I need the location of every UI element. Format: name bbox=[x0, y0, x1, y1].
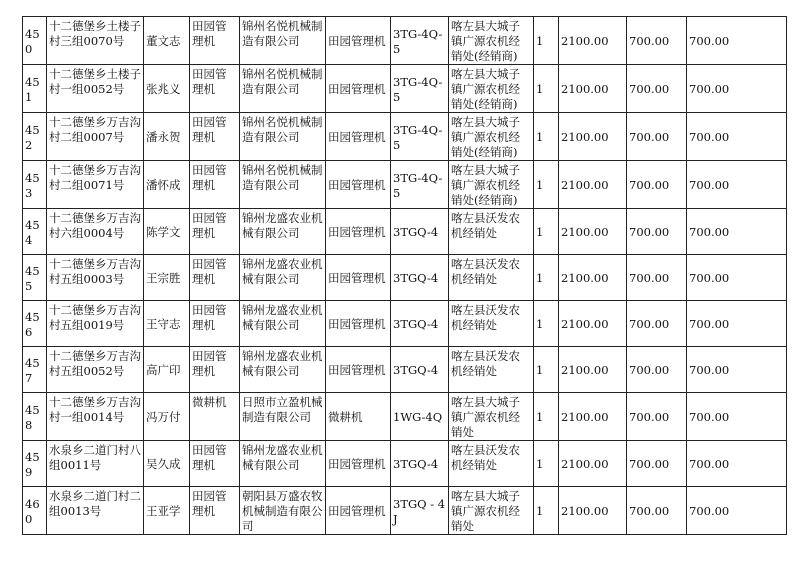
cell-quantity: 1 bbox=[534, 441, 559, 487]
cell-subsidy-a: 700.00 bbox=[627, 441, 687, 487]
cell-buyer-name: 王宗胜 bbox=[144, 255, 190, 301]
cell-location: 十二德堡乡万吉沟村六组0004号 bbox=[47, 209, 144, 255]
cell-price: 2100.00 bbox=[559, 113, 627, 161]
cell-quantity: 1 bbox=[534, 347, 559, 393]
table-row bbox=[23, 347, 787, 393]
table-row bbox=[23, 487, 787, 535]
cell-location: 十二德堡乡万吉沟村五组0003号 bbox=[47, 255, 144, 301]
cell-model: 3TG-4Q-5 bbox=[391, 65, 449, 113]
cell-dealer: 喀左县大城子镇广源农机经销处 bbox=[449, 487, 534, 535]
cell-subsidy-b: 700.00 bbox=[687, 17, 787, 65]
cell-subsidy-a: 700.00 bbox=[627, 17, 687, 65]
table-row bbox=[23, 301, 787, 347]
table-row bbox=[23, 17, 787, 65]
cell-manufacturer: 锦州名悦机械制造有限公司 bbox=[240, 65, 326, 113]
cell-quantity: 1 bbox=[534, 113, 559, 161]
cell-manufacturer: 日照市立盈机械制造有限公司 bbox=[240, 393, 326, 441]
cell-subsidy-b: 700.00 bbox=[687, 255, 787, 301]
cell-manufacturer: 朝阳县万盛农牧机械制造有限公司 bbox=[240, 487, 326, 535]
cell-dealer: 喀左县沃发农机经销处 bbox=[449, 209, 534, 255]
subsidy-table bbox=[22, 16, 787, 535]
cell-model: 3TGQ-4 bbox=[391, 441, 449, 487]
cell-model: 3TGQ-4 bbox=[391, 347, 449, 393]
cell-subsidy-b: 700.00 bbox=[687, 347, 787, 393]
cell-dealer: 喀左县沃发农机经销处 bbox=[449, 441, 534, 487]
cell-buyer-name: 潘怀成 bbox=[144, 161, 190, 209]
cell-location: 十二德堡乡万吉沟村二组0071号 bbox=[47, 161, 144, 209]
cell-category: 田园管理机 bbox=[190, 17, 240, 65]
table-row bbox=[23, 255, 787, 301]
cell-row-number: 455 bbox=[23, 255, 47, 301]
table-row bbox=[23, 209, 787, 255]
cell-subsidy-b: 700.00 bbox=[687, 441, 787, 487]
cell-row-number: 454 bbox=[23, 209, 47, 255]
cell-price: 2100.00 bbox=[559, 209, 627, 255]
cell-row-number: 453 bbox=[23, 161, 47, 209]
cell-quantity: 1 bbox=[534, 487, 559, 535]
cell-machine-item: 田园管理机 bbox=[326, 441, 391, 487]
cell-manufacturer: 锦州龙盛农业机械有限公司 bbox=[240, 441, 326, 487]
cell-machine-item: 田园管理机 bbox=[326, 113, 391, 161]
cell-manufacturer: 锦州龙盛农业机械有限公司 bbox=[240, 301, 326, 347]
table-body bbox=[23, 17, 787, 535]
cell-subsidy-a: 700.00 bbox=[627, 347, 687, 393]
cell-subsidy-b: 700.00 bbox=[687, 161, 787, 209]
cell-buyer-name: 张兆义 bbox=[144, 65, 190, 113]
cell-category: 微耕机 bbox=[190, 393, 240, 441]
cell-model: 3TGQ - 4J bbox=[391, 487, 449, 535]
cell-machine-item: 田园管理机 bbox=[326, 161, 391, 209]
table-row bbox=[23, 161, 787, 209]
cell-row-number: 456 bbox=[23, 301, 47, 347]
cell-dealer: 喀左县大城子镇广源农机经销处(经销商) bbox=[449, 17, 534, 65]
cell-dealer: 喀左县大城子镇广源农机经销处(经销商) bbox=[449, 113, 534, 161]
cell-quantity: 1 bbox=[534, 65, 559, 113]
cell-price: 2100.00 bbox=[559, 17, 627, 65]
cell-machine-item: 田园管理机 bbox=[326, 209, 391, 255]
cell-model: 3TG-4Q-5 bbox=[391, 17, 449, 65]
cell-category: 田园管理机 bbox=[190, 441, 240, 487]
cell-quantity: 1 bbox=[534, 17, 559, 65]
cell-machine-item: 田园管理机 bbox=[326, 65, 391, 113]
cell-row-number: 459 bbox=[23, 441, 47, 487]
cell-buyer-name: 王守志 bbox=[144, 301, 190, 347]
cell-price: 2100.00 bbox=[559, 65, 627, 113]
cell-buyer-name: 潘永贺 bbox=[144, 113, 190, 161]
cell-row-number: 452 bbox=[23, 113, 47, 161]
cell-manufacturer: 锦州名悦机械制造有限公司 bbox=[240, 17, 326, 65]
cell-location: 水泉乡二道门村八组0011号 bbox=[47, 441, 144, 487]
cell-subsidy-a: 700.00 bbox=[627, 301, 687, 347]
cell-subsidy-a: 700.00 bbox=[627, 487, 687, 535]
cell-model: 3TGQ-4 bbox=[391, 209, 449, 255]
cell-category: 田园管理机 bbox=[190, 161, 240, 209]
table-row bbox=[23, 441, 787, 487]
cell-subsidy-a: 700.00 bbox=[627, 393, 687, 441]
cell-dealer: 喀左县沃发农机经销处 bbox=[449, 255, 534, 301]
cell-buyer-name: 王亚学 bbox=[144, 487, 190, 535]
cell-quantity: 1 bbox=[534, 209, 559, 255]
cell-location: 十二德堡乡万吉沟村一组0014号 bbox=[47, 393, 144, 441]
cell-subsidy-a: 700.00 bbox=[627, 113, 687, 161]
cell-price: 2100.00 bbox=[559, 301, 627, 347]
cell-dealer: 喀左县沃发农机经销处 bbox=[449, 301, 534, 347]
cell-category: 田园管理机 bbox=[190, 65, 240, 113]
cell-buyer-name: 陈学文 bbox=[144, 209, 190, 255]
cell-row-number: 458 bbox=[23, 393, 47, 441]
cell-dealer: 喀左县沃发农机经销处 bbox=[449, 347, 534, 393]
cell-machine-item: 田园管理机 bbox=[326, 347, 391, 393]
cell-subsidy-b: 700.00 bbox=[687, 209, 787, 255]
cell-model: 3TG-4Q-5 bbox=[391, 113, 449, 161]
cell-price: 2100.00 bbox=[559, 255, 627, 301]
cell-location: 水泉乡二道门村二组0013号 bbox=[47, 487, 144, 535]
cell-category: 田园管理机 bbox=[190, 301, 240, 347]
cell-location: 十二德堡乡土楼子村一组0052号 bbox=[47, 65, 144, 113]
cell-subsidy-b: 700.00 bbox=[687, 393, 787, 441]
cell-subsidy-a: 700.00 bbox=[627, 209, 687, 255]
cell-subsidy-a: 700.00 bbox=[627, 65, 687, 113]
cell-buyer-name: 冯万付 bbox=[144, 393, 190, 441]
cell-machine-item: 微耕机 bbox=[326, 393, 391, 441]
cell-manufacturer: 锦州龙盛农业机械有限公司 bbox=[240, 255, 326, 301]
cell-row-number: 451 bbox=[23, 65, 47, 113]
cell-price: 2100.00 bbox=[559, 487, 627, 535]
cell-row-number: 460 bbox=[23, 487, 47, 535]
cell-manufacturer: 锦州龙盛农业机械有限公司 bbox=[240, 347, 326, 393]
cell-model: 3TGQ-4 bbox=[391, 255, 449, 301]
cell-price: 2100.00 bbox=[559, 393, 627, 441]
cell-model: 1WG-4Q bbox=[391, 393, 449, 441]
cell-manufacturer: 锦州龙盛农业机械有限公司 bbox=[240, 209, 326, 255]
cell-model: 3TG-4Q-5 bbox=[391, 161, 449, 209]
cell-price: 2100.00 bbox=[559, 161, 627, 209]
cell-row-number: 450 bbox=[23, 17, 47, 65]
cell-category: 田园管理机 bbox=[190, 347, 240, 393]
cell-buyer-name: 吴久成 bbox=[144, 441, 190, 487]
cell-subsidy-b: 700.00 bbox=[687, 487, 787, 535]
cell-price: 2100.00 bbox=[559, 441, 627, 487]
cell-buyer-name: 高广印 bbox=[144, 347, 190, 393]
cell-price: 2100.00 bbox=[559, 347, 627, 393]
cell-category: 田园管理机 bbox=[190, 255, 240, 301]
cell-quantity: 1 bbox=[534, 255, 559, 301]
cell-quantity: 1 bbox=[534, 301, 559, 347]
cell-row-number: 457 bbox=[23, 347, 47, 393]
cell-machine-item: 田园管理机 bbox=[326, 301, 391, 347]
cell-manufacturer: 锦州名悦机械制造有限公司 bbox=[240, 161, 326, 209]
cell-location: 十二德堡乡万吉沟村二组0007号 bbox=[47, 113, 144, 161]
cell-subsidy-b: 700.00 bbox=[687, 301, 787, 347]
cell-subsidy-a: 700.00 bbox=[627, 255, 687, 301]
cell-dealer: 喀左县大城子镇广源农机经销处(经销商) bbox=[449, 161, 534, 209]
cell-manufacturer: 锦州名悦机械制造有限公司 bbox=[240, 113, 326, 161]
cell-location: 十二德堡乡土楼子村三组0070号 bbox=[47, 17, 144, 65]
table-row bbox=[23, 113, 787, 161]
cell-location: 十二德堡乡万吉沟村五组0052号 bbox=[47, 347, 144, 393]
cell-category: 田园管理机 bbox=[190, 113, 240, 161]
cell-location: 十二德堡乡万吉沟村五组0019号 bbox=[47, 301, 144, 347]
cell-model: 3TGQ-4 bbox=[391, 301, 449, 347]
cell-dealer: 喀左县大城子镇广源农机经销处 bbox=[449, 393, 534, 441]
cell-machine-item: 田园管理机 bbox=[326, 17, 391, 65]
cell-buyer-name: 董文志 bbox=[144, 17, 190, 65]
cell-category: 田园管理机 bbox=[190, 487, 240, 535]
cell-machine-item: 田园管理机 bbox=[326, 255, 391, 301]
table-row bbox=[23, 393, 787, 441]
cell-machine-item: 田园管理机 bbox=[326, 487, 391, 535]
cell-dealer: 喀左县大城子镇广源农机经销处(经销商) bbox=[449, 65, 534, 113]
cell-subsidy-b: 700.00 bbox=[687, 113, 787, 161]
cell-subsidy-a: 700.00 bbox=[627, 161, 687, 209]
cell-quantity: 1 bbox=[534, 393, 559, 441]
cell-category: 田园管理机 bbox=[190, 209, 240, 255]
cell-subsidy-b: 700.00 bbox=[687, 65, 787, 113]
table-row bbox=[23, 65, 787, 113]
cell-quantity: 1 bbox=[534, 161, 559, 209]
